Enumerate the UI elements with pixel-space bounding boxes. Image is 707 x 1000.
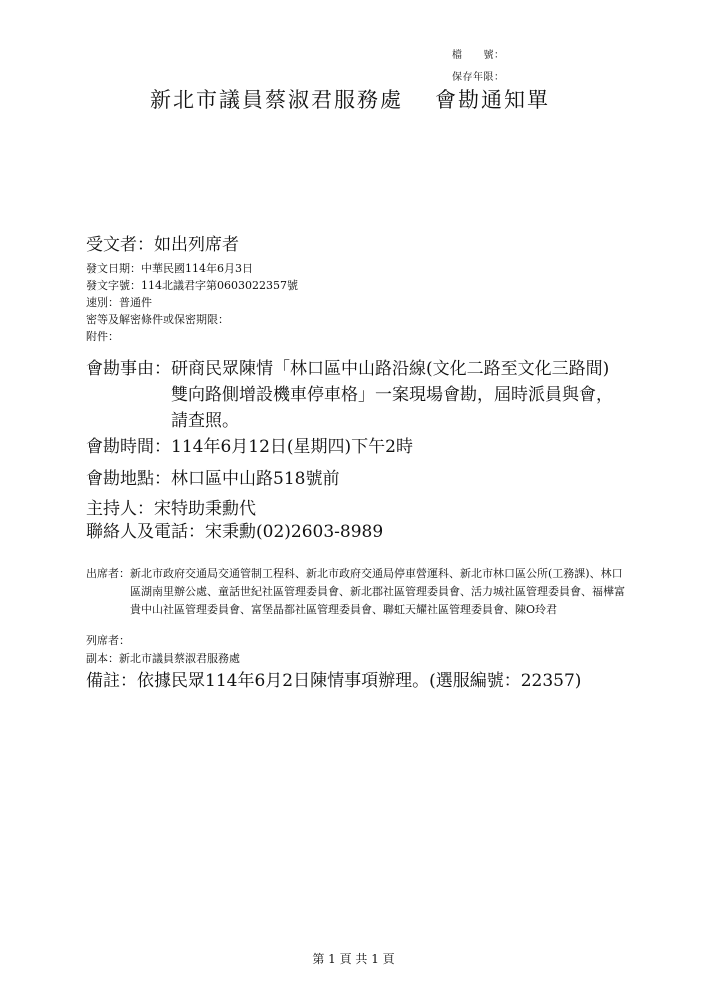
inspection-subject	[86, 356, 626, 434]
remark-line: 備註：依據民眾114年6月2日陳情事項辦理。(選服編號：22357)	[86, 671, 582, 691]
attachment-line: 附件：	[86, 330, 119, 343]
subject-label: 會勘事由：	[86, 359, 171, 379]
inspection-time: 會勘時間：114年6月12日(星期四)下午2時	[86, 437, 413, 457]
secrecy-level: 密等及解密條件或保密期限：	[86, 313, 229, 326]
document-title	[150, 84, 550, 114]
contact-line: 聯絡人及電話：宋秉勳(02)2603-8989	[86, 522, 384, 542]
cc-line: 副本：新北市議員蔡淑君服務處	[86, 652, 240, 665]
subject-text: 研商民眾陳情「林口區中山路沿線(文化二路至文化三路間)雙向路側增設機車停車格」一案現場會勘，屆時派員與會，請查照。	[171, 359, 613, 431]
file-number-label: 檔 號：	[452, 50, 505, 61]
observers-line: 列席者：	[86, 634, 130, 647]
issue-date: 發文日期：中華民國114年6月3日	[86, 262, 253, 275]
recipient-line: 受文者：如出列席者	[86, 235, 239, 255]
title-organization: 新北市議員蔡淑君服務處	[150, 88, 403, 112]
delivery-speed: 速別：普通件	[86, 296, 152, 309]
page-footer: 第 1 頁 共 1 頁	[312, 952, 395, 966]
document-number: 發文字號：114北議君字第0603022357號	[86, 279, 298, 292]
title-document-type: 會勘通知單	[435, 88, 550, 112]
inspection-place: 會勘地點：林口區中山路518號前	[86, 469, 340, 489]
attendees-label: 出席者：	[86, 567, 130, 580]
attendees-block	[86, 565, 628, 619]
retention-period-label: 保存年限：	[452, 72, 505, 83]
attendees-list: 新北市政府交通局交通管制工程科、新北市政府交通局停車營運科、新北市林口區公所(工務課)、林口區湖南里辦公處、童話世紀社區管理委員會、新北郡社區管理委員會、活力城社區管理委員會、福樺富貴中山社區管理委員會、富堡晶都社區管理委員會、聯虹天耀社區管理委員會、陳O玲君	[130, 567, 625, 616]
host-line: 主持人：宋特助秉勳代	[86, 499, 256, 519]
